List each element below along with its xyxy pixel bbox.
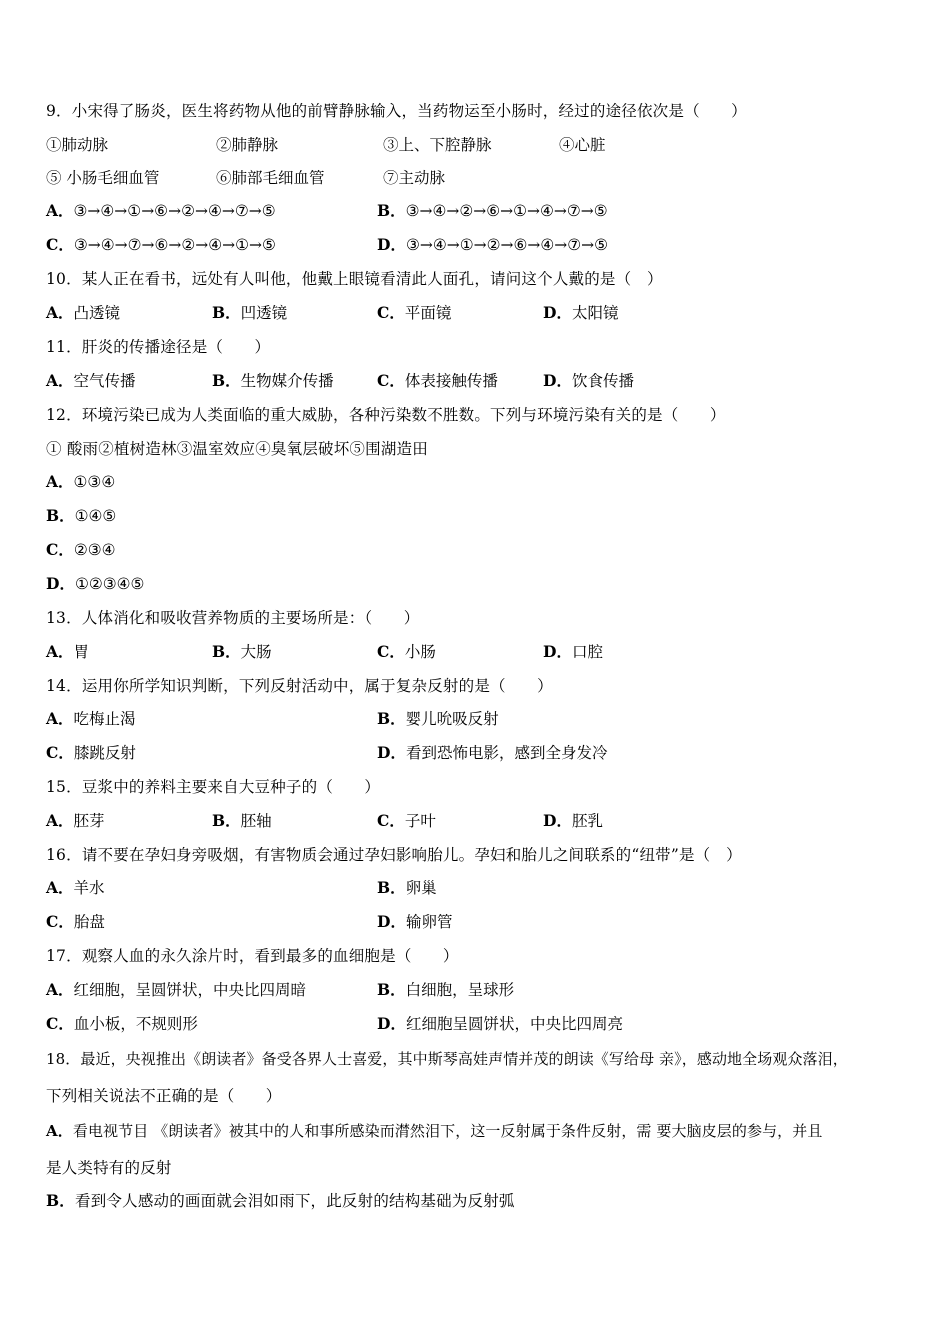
option-text: 体表接触传播 xyxy=(404,372,498,390)
q10-option-b[interactable] xyxy=(212,303,287,323)
option-text: 卵巢 xyxy=(405,879,437,897)
option-key: A． xyxy=(46,303,74,322)
q12-option-d[interactable] xyxy=(46,574,906,594)
option-key: D． xyxy=(46,574,75,593)
q16-option-d[interactable] xyxy=(377,912,452,932)
q17-stem: 17．观察人血的永久涂片时，看到最多的血细胞是（ ） xyxy=(46,947,459,965)
option-text: 饮食传播 xyxy=(571,372,634,390)
option-key: B． xyxy=(377,878,406,897)
option-text: ③→④→⑦→⑥→②→④→①→⑤ xyxy=(73,236,276,254)
q12-items: ① 酸雨②植树造林③温室效应④臭氧层破坏⑤围湖造田 xyxy=(46,440,428,458)
option-key: C． xyxy=(46,235,74,254)
option-key: D． xyxy=(543,371,572,390)
option-text: 胎盘 xyxy=(73,913,105,931)
option-key: C． xyxy=(46,743,74,762)
q18-stem-line2: 下列相关说法不正确的是（ ） xyxy=(46,1087,282,1105)
q9-item-2: ②肺静脉 xyxy=(216,136,279,154)
option-text: 白细胞，呈球形 xyxy=(405,981,515,999)
q18-option-b[interactable] xyxy=(46,1191,515,1211)
option-text: 胚芽 xyxy=(73,812,105,830)
option-key: C． xyxy=(46,1014,74,1033)
option-key: A． xyxy=(46,1122,73,1140)
option-key: B． xyxy=(377,980,406,999)
option-text: 输卵管 xyxy=(405,913,453,931)
q11-stem: 11．肝炎的传播途径是（ ） xyxy=(46,338,271,356)
q16-options-row1 xyxy=(46,878,906,898)
option-text: 凹透镜 xyxy=(240,304,288,322)
option-key: C． xyxy=(46,912,74,931)
option-key: A． xyxy=(46,371,74,390)
q10-option-c[interactable] xyxy=(377,303,451,323)
q11-option-a[interactable] xyxy=(46,371,136,391)
option-key: C． xyxy=(377,642,405,661)
option-text: ①④⑤ xyxy=(74,507,117,525)
option-key: D． xyxy=(377,743,406,762)
option-text: ③→④→①→⑥→②→④→⑦→⑤ xyxy=(73,202,276,220)
option-text: 太阳镜 xyxy=(571,304,619,322)
q14-option-d[interactable] xyxy=(377,743,607,763)
option-key: A． xyxy=(46,642,74,661)
option-key: D． xyxy=(543,642,572,661)
option-key: C． xyxy=(377,371,405,390)
option-key: B． xyxy=(46,506,75,525)
q15-option-c[interactable] xyxy=(377,811,436,831)
q17-option-c[interactable] xyxy=(46,1014,198,1034)
q18-stem-line1: 18．最近，央视推出《朗读者》备受各界人士喜爱，其中斯琴高娃声情并茂的朗读《写给母 亲》，感动地全场观众落泪， xyxy=(46,1050,848,1068)
option-text: 胚乳 xyxy=(571,812,603,830)
q9-options-row1 xyxy=(46,201,906,221)
q9-item-6: ⑥肺部毛细血管 xyxy=(216,169,325,187)
option-text: 小肠 xyxy=(404,643,436,661)
option-key: D． xyxy=(543,303,572,322)
q15-option-d[interactable] xyxy=(543,811,603,831)
q11-option-d[interactable] xyxy=(543,371,634,391)
q14-option-c[interactable] xyxy=(46,743,136,763)
q13-option-b[interactable] xyxy=(212,642,272,662)
option-key: B． xyxy=(377,201,406,220)
option-text: 吃梅止渴 xyxy=(73,710,136,728)
option-text: ③→④→②→⑥→①→④→⑦→⑤ xyxy=(405,202,608,220)
option-text: 空气传播 xyxy=(73,372,136,390)
q11-option-c[interactable] xyxy=(377,371,498,391)
q16-options-row2 xyxy=(46,912,906,932)
q13-options xyxy=(46,642,906,662)
q18-option-a-cont: 是人类特有的反射 xyxy=(46,1159,172,1177)
option-text: 膝跳反射 xyxy=(73,744,136,762)
q14-options-row2 xyxy=(46,743,906,763)
option-text: 口腔 xyxy=(571,643,603,661)
q13-option-a[interactable] xyxy=(46,642,89,662)
option-key: B． xyxy=(212,642,241,661)
option-text: ②③④ xyxy=(73,541,116,559)
q9-item-3: ③上、下腔静脉 xyxy=(383,136,492,154)
q9-option-b[interactable] xyxy=(377,201,608,221)
option-text: 看电视节目 《朗读者》被其中的人和事所感染而潸然泪下，这一反射属于条件反射，需 要大脑皮层的参与，并且 xyxy=(72,1122,823,1140)
q13-option-d[interactable] xyxy=(543,642,603,662)
q13-option-c[interactable] xyxy=(377,642,436,662)
q14-options-row1 xyxy=(46,709,906,729)
option-text: 胃 xyxy=(73,643,90,661)
q9-items-row1 xyxy=(46,135,906,155)
q14-option-b[interactable] xyxy=(377,709,499,729)
q14-option-a[interactable] xyxy=(46,709,136,729)
q17-option-d[interactable] xyxy=(377,1014,623,1034)
q9-item-1: ①肺动脉 xyxy=(46,136,109,154)
q17-options-row1 xyxy=(46,980,906,1000)
q10-option-d[interactable] xyxy=(543,303,618,323)
option-text: ①②③④⑤ xyxy=(74,575,145,593)
q12-stem: 12．环境污染已成为人类面临的重大威胁，各种污染数不胜数。下列与环境污染有关的是（ ） xyxy=(46,406,726,424)
option-key: B． xyxy=(212,371,241,390)
option-text: 子叶 xyxy=(404,812,436,830)
option-key: A． xyxy=(46,878,74,897)
q15-option-a[interactable] xyxy=(46,811,105,831)
q11-options xyxy=(46,371,906,391)
option-text: 胚轴 xyxy=(240,812,272,830)
q12-option-c[interactable] xyxy=(46,540,906,560)
q12-option-a[interactable] xyxy=(46,472,906,492)
q10-stem: 10．某人正在看书，远处有人叫他，他戴上眼镜看清此人面孔，请问这个人戴的是（ ） xyxy=(46,270,663,288)
option-key: A． xyxy=(46,980,74,999)
q9-options-row2 xyxy=(46,235,906,255)
option-text: ③→④→①→②→⑥→④→⑦→⑤ xyxy=(405,236,609,254)
option-text: 看到恐怖电影，感到全身发冷 xyxy=(405,744,608,762)
option-text: 婴儿吮吸反射 xyxy=(405,710,499,728)
q11-option-b[interactable] xyxy=(212,371,334,391)
q9-item-7: ⑦主动脉 xyxy=(383,169,446,187)
option-key: A． xyxy=(46,811,74,830)
q16-stem: 16．请不要在孕妇身旁吸烟，有害物质会通过孕妇影响胎儿。孕妇和胎儿之间联系的“纽带”是（ ） xyxy=(46,846,742,864)
q17-option-b[interactable] xyxy=(377,980,514,1000)
q9-option-d[interactable] xyxy=(377,235,608,255)
option-text: 大肠 xyxy=(240,643,272,661)
q9-stem: 9．小宋得了肠炎，医生将药物从他的前臂静脉输入，当药物运至小肠时，经过的途径依次是（ ） xyxy=(46,102,747,120)
option-key: A． xyxy=(46,201,74,220)
option-key: D． xyxy=(377,1014,406,1033)
option-text: 血小板，不规则形 xyxy=(73,1015,198,1033)
option-key: C． xyxy=(46,540,74,559)
q16-option-c[interactable] xyxy=(46,912,105,932)
q15-option-b[interactable] xyxy=(212,811,272,831)
option-key: C． xyxy=(377,303,405,322)
option-text: 看到令人感动的画面就会泪如雨下，此反射的结构基础为反射弧 xyxy=(75,1192,515,1210)
q18-option-a[interactable] xyxy=(46,1121,823,1141)
q16-option-a[interactable] xyxy=(46,878,105,898)
option-text: 羊水 xyxy=(73,879,105,897)
q14-stem: 14．运用你所学知识判断，下列反射活动中，属于复杂反射的是（ ） xyxy=(46,677,553,695)
q13-stem: 13．人体消化和吸收营养物质的主要场所是：（ ） xyxy=(46,609,420,627)
option-key: D． xyxy=(377,235,406,254)
option-key: D． xyxy=(543,811,572,830)
q9-option-c[interactable] xyxy=(46,235,276,255)
option-text: ①③④ xyxy=(73,473,116,491)
option-text: 红细胞呈圆饼状，中央比四周亮 xyxy=(405,1015,623,1033)
option-text: 平面镜 xyxy=(404,304,452,322)
q9-item-4: ④心脏 xyxy=(559,136,606,154)
option-text: 凸透镜 xyxy=(73,304,121,322)
option-key: D． xyxy=(377,912,406,931)
q9-option-a[interactable] xyxy=(46,201,276,221)
option-key: C． xyxy=(377,811,405,830)
option-key: A． xyxy=(46,472,74,491)
option-text: 生物媒介传播 xyxy=(240,372,334,390)
option-key: B． xyxy=(377,709,406,728)
q17-option-a[interactable] xyxy=(46,980,306,1000)
q10-option-a[interactable] xyxy=(46,303,120,323)
q9-item-5: ⑤ 小肠毛细血管 xyxy=(46,169,160,187)
q9-items-row2 xyxy=(46,168,906,188)
q15-options xyxy=(46,811,906,831)
option-key: B． xyxy=(46,1191,76,1210)
q15-stem: 15．豆浆中的养料主要来自大豆种子的（ ） xyxy=(46,778,381,796)
option-text: 红细胞，呈圆饼状，中央比四周暗 xyxy=(73,981,307,999)
option-key: B． xyxy=(212,811,241,830)
q16-option-b[interactable] xyxy=(377,878,437,898)
q10-options xyxy=(46,303,906,323)
q12-option-b[interactable] xyxy=(46,506,906,526)
option-key: B． xyxy=(212,303,241,322)
option-key: A． xyxy=(46,709,74,728)
q17-options-row2 xyxy=(46,1014,906,1034)
